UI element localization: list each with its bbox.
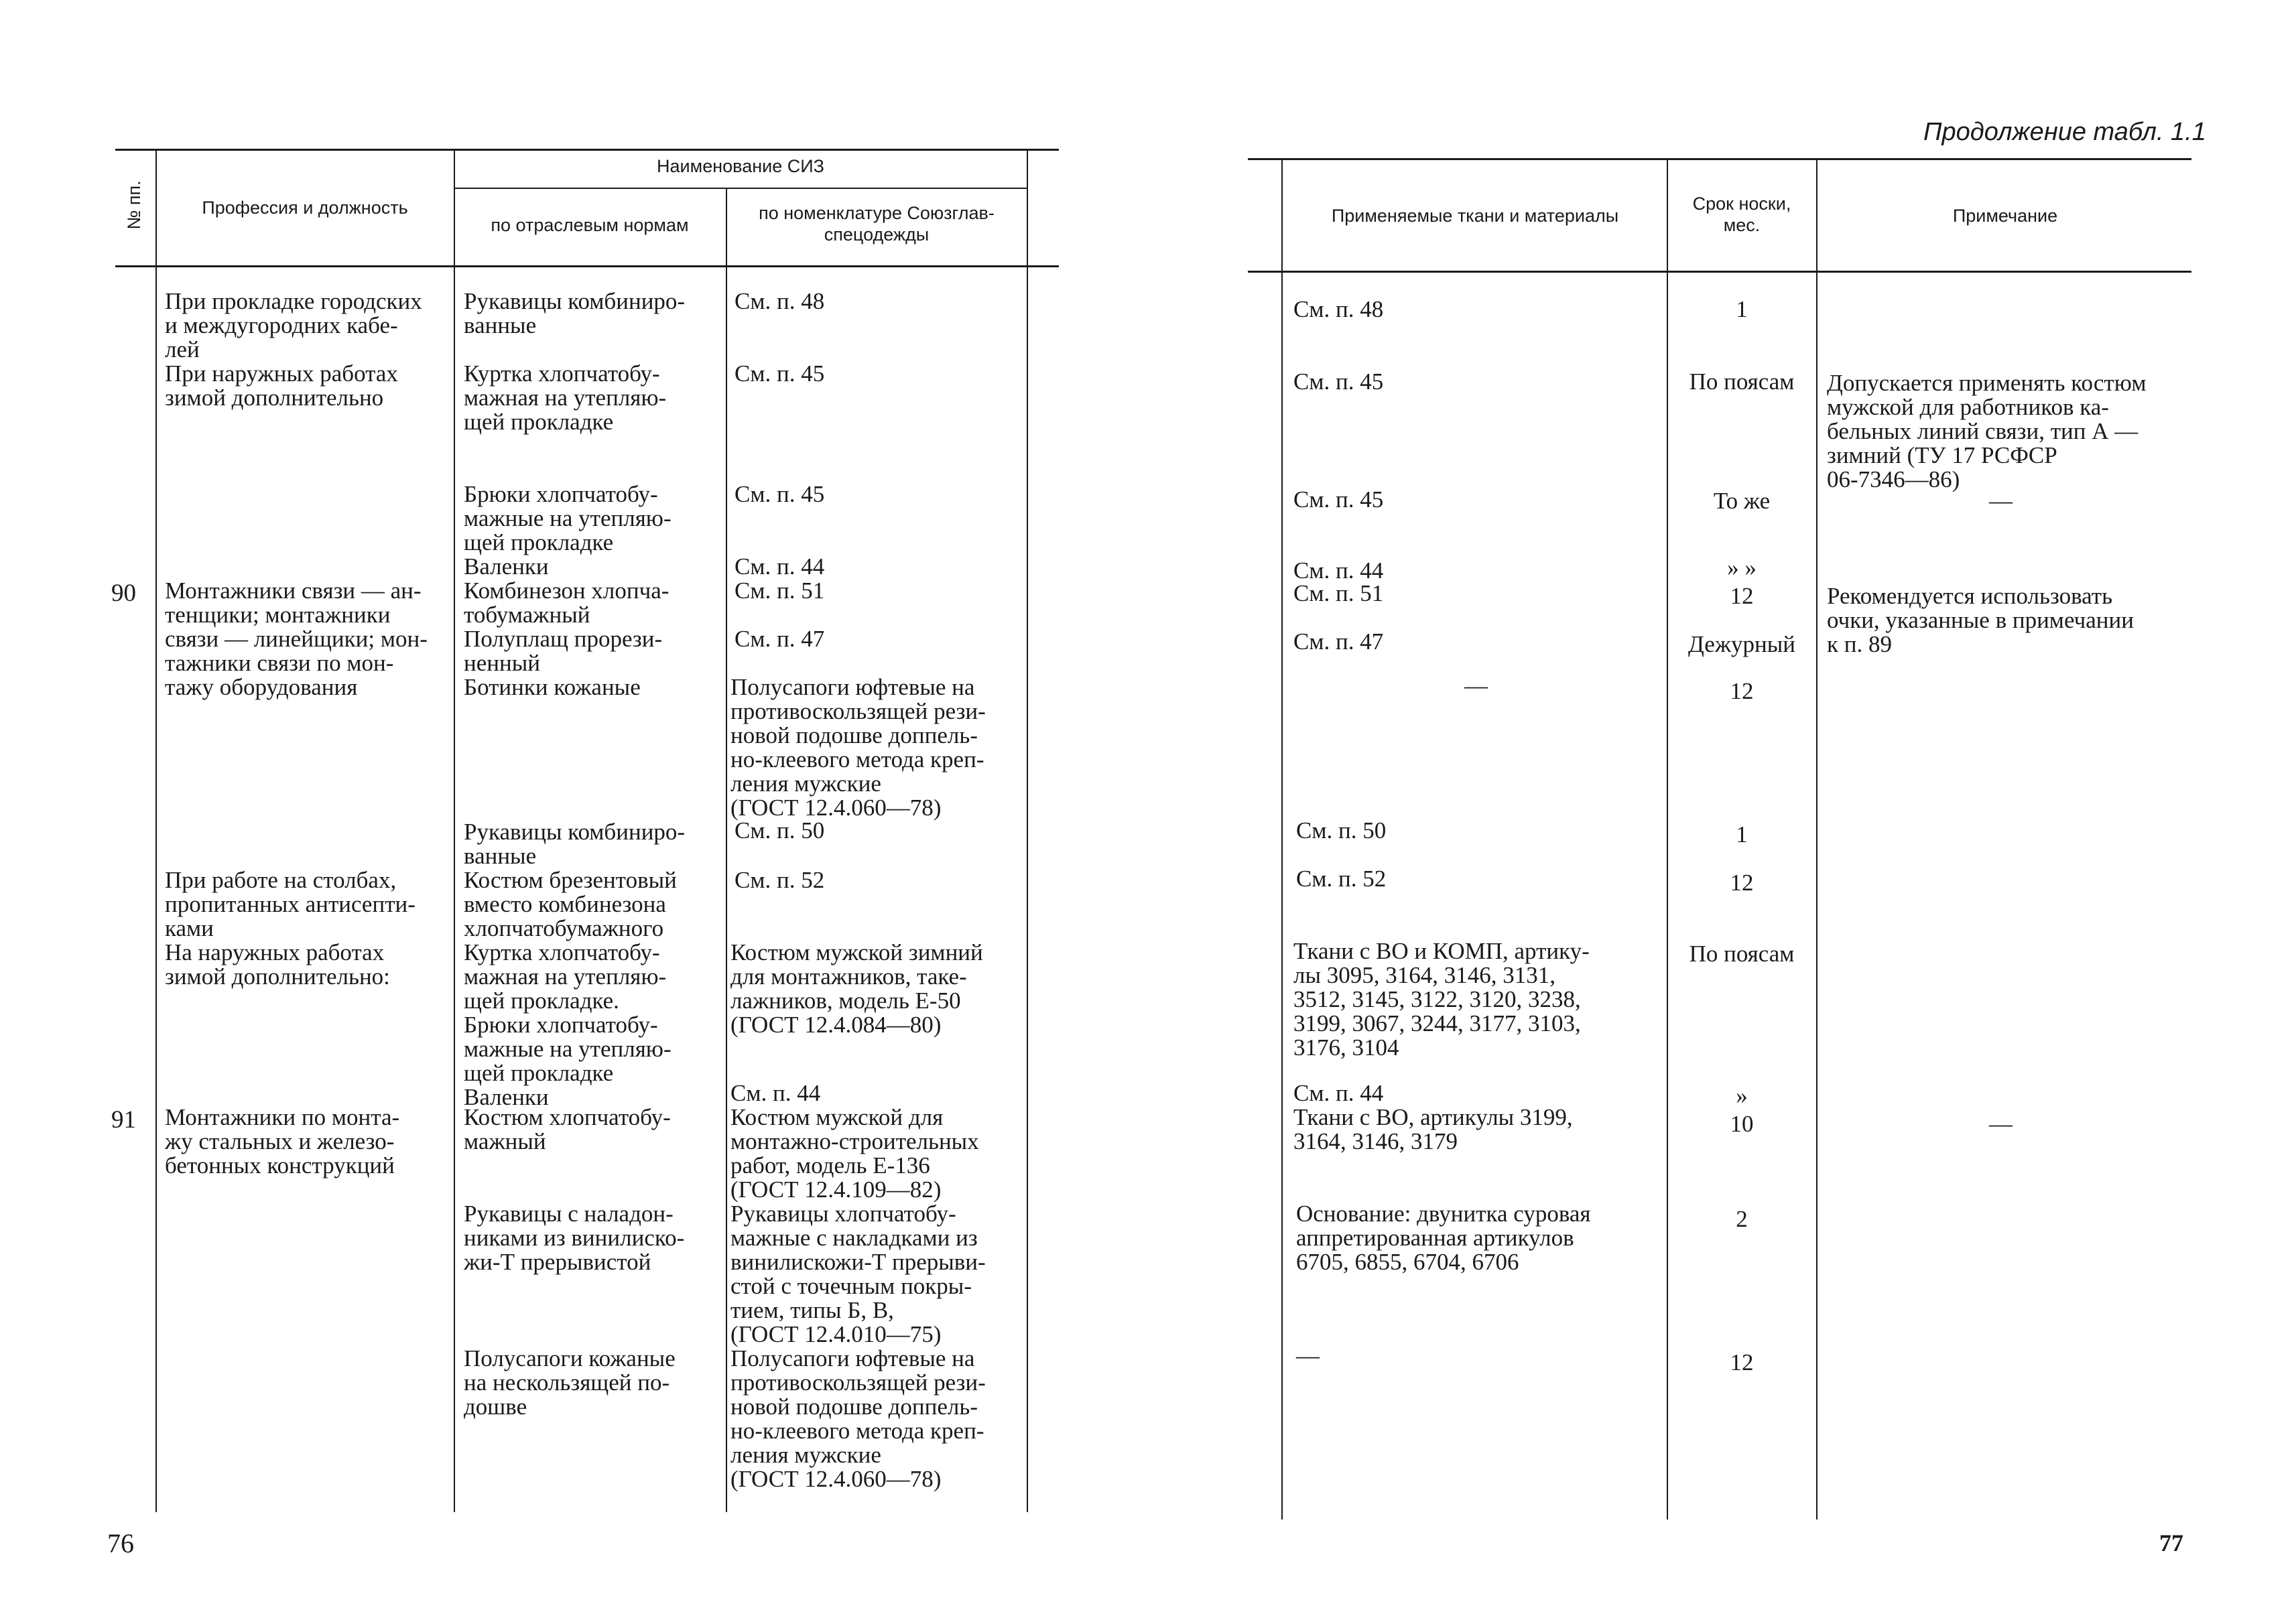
profession-cell: При наружных работах зимой дополнительно [165,360,398,411]
continuation-caption: Продолжение табл. 1.1 [1923,118,2206,146]
term-cell: 12 [1730,678,1754,704]
materials-cell: — [1464,673,1488,699]
left-col-divider-4 [1027,149,1028,1512]
header-materials: Применяемые ткани и материалы [1331,206,1619,226]
right-col-divider-2 [1667,159,1668,1519]
norms-cell: Полуплащ прорези- ненный [464,626,663,676]
nomenclature-cell: См. п. 52 [735,867,825,893]
right-col-divider-3 [1816,159,1817,1519]
header-note: Примечание [1952,206,2058,226]
nomenclature-cell: См. п. 48 [735,288,825,314]
materials-cell: Основание: двунитка суровая аппретированная артикулов 6705, 6855, 6704, 6706 [1296,1201,1591,1275]
header-nomenclature-line2: спецодежды [824,224,930,245]
right-header-bottom-rule [1248,271,2191,273]
norms-cell: Брюки хлопчатобу- мажные на утепляю- щей прокладке [464,1012,672,1086]
nomenclature-cell: См. п. 45 [735,481,825,507]
nomenclature-cell: См. п. 45 [735,360,825,387]
page-number-left: 76 [107,1528,134,1558]
left-top-rule [115,149,1059,151]
norms-cell: Рукавицы комбиниро- ванные [464,819,686,869]
nomenclature-cell: Полусапоги юфтевые на противоскользящей рези- новой подошве доппель- но-клеевого метода креп- ления мужские (ГОСТ 12.4.060—78) [730,674,986,821]
note-cell: Рекомендуется использовать очки, указанные в примечании к п. 89 [1827,583,2134,657]
norms-cell: Комбинезон хлопча- тобумажный [464,578,669,628]
materials-cell: — [1296,1343,1320,1369]
header-num: № пп. [124,180,144,230]
header-term [1669,193,1815,236]
nomenclature-cell: См. п. 47 [735,626,825,652]
materials-cell: См. п. 52 [1296,866,1387,892]
left-header-bottom-rule [115,265,1059,267]
term-cell: 2 [1736,1206,1748,1232]
term-cell: По поясам [1689,941,1795,967]
left-col-divider-1 [155,149,157,1512]
term-cell: То же [1713,488,1771,514]
profession-cell: При прокладке городских и междугородних кабе- лей [165,288,422,362]
norms-cell: Брюки хлопчатобу- мажные на утепляю- щей прокладке [464,481,672,555]
left-col-divider-3 [726,189,727,1512]
norms-cell: Куртка хлопчатобу- мажная на утепляю- щей прокладке. [464,939,667,1014]
norms-cell: Полусапоги кожаные на нескользящей по- дошве [464,1345,676,1420]
note-cell: — [1989,1111,2013,1137]
norms-cell: Ботинки кожаные [464,674,641,700]
row-number-90: 90 [111,580,136,607]
page-number-right: 77 [2159,1530,2183,1556]
norms-cell: Костюм брезентовый вместо комбинезона хлопчатобумажного [464,867,677,941]
term-cell: 10 [1730,1111,1754,1137]
term-cell: По поясам [1689,368,1795,395]
term-cell: Дежурный [1688,631,1795,657]
profession-cell: Монтажники по монта- жу стальных и железо- бетонных конструкций [165,1104,400,1178]
term-cell: 1 [1736,821,1748,848]
nomenclature-cell: См. п. 50 [735,817,825,843]
note-cell: — [1989,488,2013,514]
materials-cell: См. п. 44 [1293,557,1384,584]
right-col-divider-1 [1281,159,1283,1519]
header-term-line2: мес. [1723,215,1761,235]
norms-cell: Валенки [464,553,549,580]
materials-cell: См. п. 50 [1296,817,1387,843]
term-cell: 1 [1736,296,1748,322]
left-siz-rule [454,188,1027,189]
nomenclature-cell: Костюм мужской зимний для монтажников, таке- лажников, модель Е-50 (ГОСТ 12.4.084—80) [730,939,983,1038]
nomenclature-cell: Рукавицы хлопчатобу- мажные с накладками из винилискожи-Т прерыви- стой с точечным покры- тием, типы Б, В, (ГОСТ 12.4.010—75) [730,1201,986,1347]
materials-cell: Ткани с ВО и КОМП, артику- лы 3095, 3164, 3146, 3131, 3512, 3145, 3122, 3120, 3238, 3199, 3067, 3244, 3177, 3103, 3176, 3104 [1293,938,1590,1061]
row-number-91: 91 [111,1106,136,1134]
header-nomenclature [728,202,1025,245]
materials-cell: См. п. 44 [1293,1080,1384,1106]
norms-cell: Валенки [464,1084,549,1110]
norms-cell: Рукавицы с наладон- никами из винилиско- жи-Т прерывистой [464,1201,685,1275]
nomenclature-cell: См. п. 44 [735,553,825,580]
nomenclature-cell: Полусапоги юфтевые на противоскользящей рези- новой подошве доппель- но-клеевого метода креп- ления мужские (ГОСТ 12.4.060—78) [730,1345,986,1492]
profession-cell: На наружных работах зимой дополнительно: [165,939,390,990]
right-top-rule [1248,158,2191,160]
header-nomenclature-line1: по номенклатуре Союзглав- [759,203,995,223]
norms-cell: Рукавицы комбиниро- ванные [464,288,686,338]
left-col-divider-2 [454,149,455,1512]
materials-cell: См. п. 45 [1293,368,1384,395]
term-cell: » [1736,1083,1748,1109]
term-cell: 12 [1730,870,1754,896]
nomenclature-cell: См. п. 44 [730,1080,821,1106]
profession-cell: Монтажники связи — ан- тенщики; монтажники связи — линейщики; мон- тажники связи по мон- тажу оборудования [165,578,428,700]
term-cell: 12 [1730,1349,1754,1375]
header-profession: Профессия и должность [202,198,408,218]
norms-cell: Куртка хлопчатобу- мажная на утепляю- щей прокладке [464,360,667,435]
materials-cell: См. п. 45 [1293,486,1384,513]
nomenclature-cell: Костюм мужской для монтажно-строительных работ, модель Е-136 (ГОСТ 12.4.109—82) [730,1104,979,1203]
materials-cell: См. п. 51 [1293,580,1384,606]
header-norms: по отраслевым нормам [491,215,689,235]
note-cell: Допускается применять костюм мужской для работников ка- бельных линий связи, тип А — зимний (ТУ 17 РСФСР 06-7346—86) [1827,370,2147,492]
profession-cell: При работе на столбах, пропитанных антисепти- ками [165,867,416,941]
nomenclature-cell: См. п. 51 [735,578,825,604]
norms-cell: Костюм хлопчатобу- мажный [464,1104,671,1154]
term-cell: 12 [1730,583,1754,609]
materials-cell: См. п. 48 [1293,296,1384,322]
term-cell: » » [1727,555,1757,581]
materials-cell: См. п. 47 [1293,628,1384,655]
header-siz-group: Наименование СИЗ [657,156,824,176]
materials-cell: Ткани с ВО, артикулы 3199, 3164, 3146, 3179 [1293,1104,1573,1154]
header-term-line1: Срок носки, [1692,194,1791,214]
